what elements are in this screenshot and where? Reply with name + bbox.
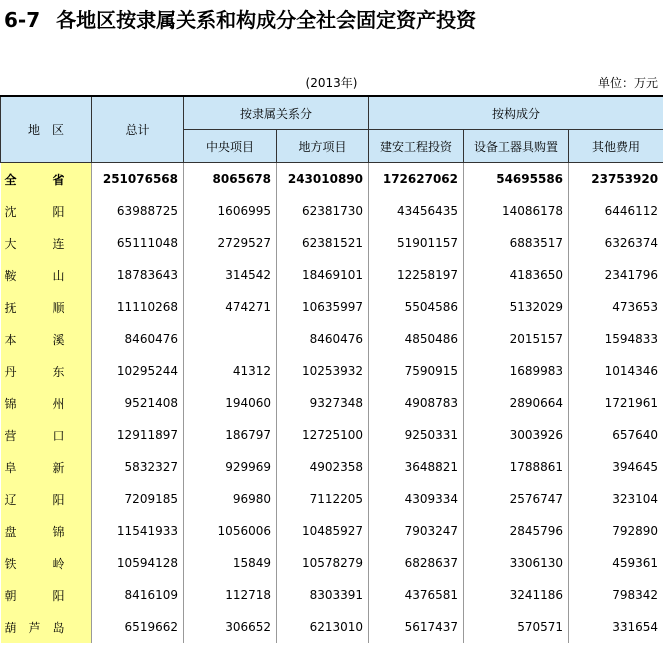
- other-cell: 331654: [569, 611, 663, 643]
- central-cell: 186797: [184, 419, 277, 451]
- header-construction: 建安工程投资: [369, 130, 464, 163]
- other-cell: 394645: [569, 451, 663, 483]
- region-cell: [1, 547, 92, 579]
- table-row: [1, 227, 663, 259]
- central-cell: 474271: [184, 291, 277, 323]
- total-cell: 11541933: [92, 515, 184, 547]
- construction-cell: 3648821: [369, 451, 464, 483]
- table-row: [1, 483, 663, 515]
- central-cell: 1056006: [184, 515, 277, 547]
- table-row: [1, 195, 663, 227]
- region-name: 营口: [4, 428, 65, 443]
- construction-cell: 4309334: [369, 483, 464, 515]
- header-region: 地 区: [1, 96, 92, 163]
- table-row: [1, 547, 663, 579]
- central-cell: 306652: [184, 611, 277, 643]
- equipment-cell: 1689983: [464, 355, 569, 387]
- local-cell: 7112205: [277, 483, 369, 515]
- region-cell: [1, 195, 92, 227]
- header-local: 地方项目: [277, 130, 369, 163]
- region-cell: [1, 483, 92, 515]
- other-cell: 6446112: [569, 195, 663, 227]
- region-name: 抚顺: [4, 300, 65, 315]
- other-cell: 2341796: [569, 259, 663, 291]
- construction-cell: 4376581: [369, 579, 464, 611]
- region-name: 鞍山: [4, 268, 65, 283]
- equipment-cell: 54695586: [464, 163, 569, 196]
- other-cell: 323104: [569, 483, 663, 515]
- table-row: [1, 387, 663, 419]
- local-cell: 12725100: [277, 419, 369, 451]
- other-cell: 1721961: [569, 387, 663, 419]
- local-cell: 10253932: [277, 355, 369, 387]
- central-cell: 2729527: [184, 227, 277, 259]
- equipment-cell: 5132029: [464, 291, 569, 323]
- equipment-cell: 3241186: [464, 579, 569, 611]
- equipment-cell: 2576747: [464, 483, 569, 515]
- central-cell: 1606995: [184, 195, 277, 227]
- table-row: [1, 451, 663, 483]
- equipment-cell: 14086178: [464, 195, 569, 227]
- local-cell: 9327348: [277, 387, 369, 419]
- region-name: 本溪: [4, 332, 65, 347]
- construction-cell: 4908783: [369, 387, 464, 419]
- header-total: 总计: [92, 96, 184, 163]
- local-cell: 10485927: [277, 515, 369, 547]
- local-cell: 62381730: [277, 195, 369, 227]
- local-cell: 8303391: [277, 579, 369, 611]
- construction-cell: 7903247: [369, 515, 464, 547]
- central-cell: 314542: [184, 259, 277, 291]
- region-name: 朝阳: [4, 588, 65, 603]
- region-cell: [1, 579, 92, 611]
- table-row: [1, 355, 663, 387]
- construction-cell: 43456435: [369, 195, 464, 227]
- region-cell: [1, 419, 92, 451]
- equipment-cell: 4183650: [464, 259, 569, 291]
- local-cell: 8460476: [277, 323, 369, 355]
- region-name: 沈阳: [4, 204, 65, 219]
- total-cell: 65111048: [92, 227, 184, 259]
- region-cell: [1, 515, 92, 547]
- region-name: 大连: [4, 236, 65, 251]
- investment-table: [0, 95, 663, 643]
- central-cell: 929969: [184, 451, 277, 483]
- table-row: [1, 515, 663, 547]
- region-cell: [1, 259, 92, 291]
- other-cell: 23753920: [569, 163, 663, 196]
- equipment-cell: 2845796: [464, 515, 569, 547]
- other-cell: 6326374: [569, 227, 663, 259]
- table-header: [1, 96, 663, 163]
- table-row: [1, 611, 663, 643]
- construction-cell: 5617437: [369, 611, 464, 643]
- other-cell: 1014346: [569, 355, 663, 387]
- region-name: 全省: [4, 172, 65, 187]
- table-row: [1, 163, 663, 196]
- table-row: [1, 419, 663, 451]
- local-cell: 62381521: [277, 227, 369, 259]
- local-cell: 10578279: [277, 547, 369, 579]
- region-cell: [1, 323, 92, 355]
- table-number: 6-7: [4, 8, 41, 32]
- total-cell: 7209185: [92, 483, 184, 515]
- total-cell: 5832327: [92, 451, 184, 483]
- central-cell: 41312: [184, 355, 277, 387]
- local-cell: 4902358: [277, 451, 369, 483]
- equipment-cell: 3306130: [464, 547, 569, 579]
- construction-cell: 4850486: [369, 323, 464, 355]
- construction-cell: 5504586: [369, 291, 464, 323]
- construction-cell: 6828637: [369, 547, 464, 579]
- total-cell: 6519662: [92, 611, 184, 643]
- region-name: 阜新: [4, 460, 65, 475]
- equipment-cell: 2015157: [464, 323, 569, 355]
- construction-cell: 7590915: [369, 355, 464, 387]
- table-row: [1, 579, 663, 611]
- construction-cell: 51901157: [369, 227, 464, 259]
- central-cell: 112718: [184, 579, 277, 611]
- total-cell: 18783643: [92, 259, 184, 291]
- equipment-cell: 2890664: [464, 387, 569, 419]
- local-cell: 10635997: [277, 291, 369, 323]
- total-cell: 10594128: [92, 547, 184, 579]
- local-cell: 243010890: [277, 163, 369, 196]
- central-cell: 15849: [184, 547, 277, 579]
- total-cell: 12911897: [92, 419, 184, 451]
- local-cell: 6213010: [277, 611, 369, 643]
- region-cell: [1, 451, 92, 483]
- region-name: 丹东: [4, 364, 65, 379]
- header-central: 中央项目: [184, 130, 277, 163]
- region-name: 葫芦岛: [4, 620, 65, 635]
- equipment-cell: 3003926: [464, 419, 569, 451]
- equipment-cell: 570571: [464, 611, 569, 643]
- header-by-composition: 按构成分: [369, 96, 663, 130]
- total-cell: 251076568: [92, 163, 184, 196]
- region-name: 铁岭: [4, 556, 65, 571]
- total-cell: 8416109: [92, 579, 184, 611]
- region-cell: [1, 163, 92, 196]
- other-cell: 657640: [569, 419, 663, 451]
- central-cell: 8065678: [184, 163, 277, 196]
- region-cell: [1, 291, 92, 323]
- region-name: 辽阳: [4, 492, 65, 507]
- other-cell: 473653: [569, 291, 663, 323]
- local-cell: 18469101: [277, 259, 369, 291]
- equipment-cell: 1788861: [464, 451, 569, 483]
- region-cell: [1, 611, 92, 643]
- table-title: 各地区按隶属关系和构成分全社会固定资产投资: [56, 8, 477, 32]
- other-cell: 1594833: [569, 323, 663, 355]
- page-title: [4, 4, 476, 33]
- other-cell: 798342: [569, 579, 663, 611]
- header-other: 其他费用: [569, 130, 663, 163]
- header-by-affiliation: 按隶属关系分: [184, 96, 369, 130]
- region-cell: [1, 227, 92, 259]
- other-cell: 792890: [569, 515, 663, 547]
- table-row: [1, 323, 663, 355]
- total-cell: 11110268: [92, 291, 184, 323]
- region-cell: [1, 355, 92, 387]
- region-cell: [1, 387, 92, 419]
- table-body: [1, 163, 663, 644]
- unit-label: 单位：万元: [597, 76, 658, 90]
- central-cell: 194060: [184, 387, 277, 419]
- total-cell: 10295244: [92, 355, 184, 387]
- construction-cell: 9250331: [369, 419, 464, 451]
- central-cell: [184, 323, 277, 355]
- total-cell: 63988725: [92, 195, 184, 227]
- table-row: [1, 291, 663, 323]
- region-name: 盘锦: [4, 524, 65, 539]
- table-row: [1, 259, 663, 291]
- total-cell: 8460476: [92, 323, 184, 355]
- other-cell: 459361: [569, 547, 663, 579]
- header-equipment: 设备工器具购置: [464, 130, 569, 163]
- central-cell: 96980: [184, 483, 277, 515]
- construction-cell: 172627062: [369, 163, 464, 196]
- equipment-cell: 6883517: [464, 227, 569, 259]
- region-name: 锦州: [4, 396, 65, 411]
- total-cell: 9521408: [92, 387, 184, 419]
- construction-cell: 12258197: [369, 259, 464, 291]
- year-label: (2013年): [305, 76, 358, 90]
